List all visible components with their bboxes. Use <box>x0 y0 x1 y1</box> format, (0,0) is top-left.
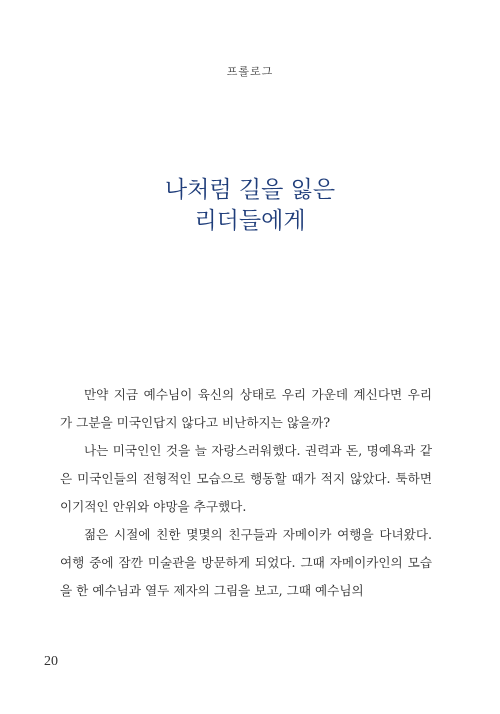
paragraph-1: 만약 지금 예수님이 육신의 상태로 우리 가운데 계신다면 우리가 그분을 미국인답지 않다고 비난하지는 않을까? <box>60 387 432 430</box>
paragraph-3: 젊은 시절에 친한 몇몇의 친구들과 자메이카 여행을 다녀왔다. 여행 중에 잠깐 미술관을 방문하게 되었다. 그때 자메이카인의 모습을 한 예수님과 열두 제자의 그림을 보고, 그때 예수님의 <box>60 527 432 598</box>
chapter-title-line-2: 리더들에게 <box>194 208 306 234</box>
chapter-label: 프롤로그 <box>226 65 274 78</box>
page-number: 20 <box>44 654 58 669</box>
body-text <box>60 381 432 605</box>
paragraph-2: 나는 미국인인 것을 늘 자랑스러워했다. 권력과 돈, 명예욕과 같은 미국인들의 전형적인 모습으로 행동할 때가 적지 않았다. 툭하면 이기적인 안위와 야망을 추구했다. <box>60 443 432 514</box>
chapter-title-line-1: 나처럼 길을 잃은 <box>164 177 336 203</box>
chapter-title <box>0 175 500 237</box>
